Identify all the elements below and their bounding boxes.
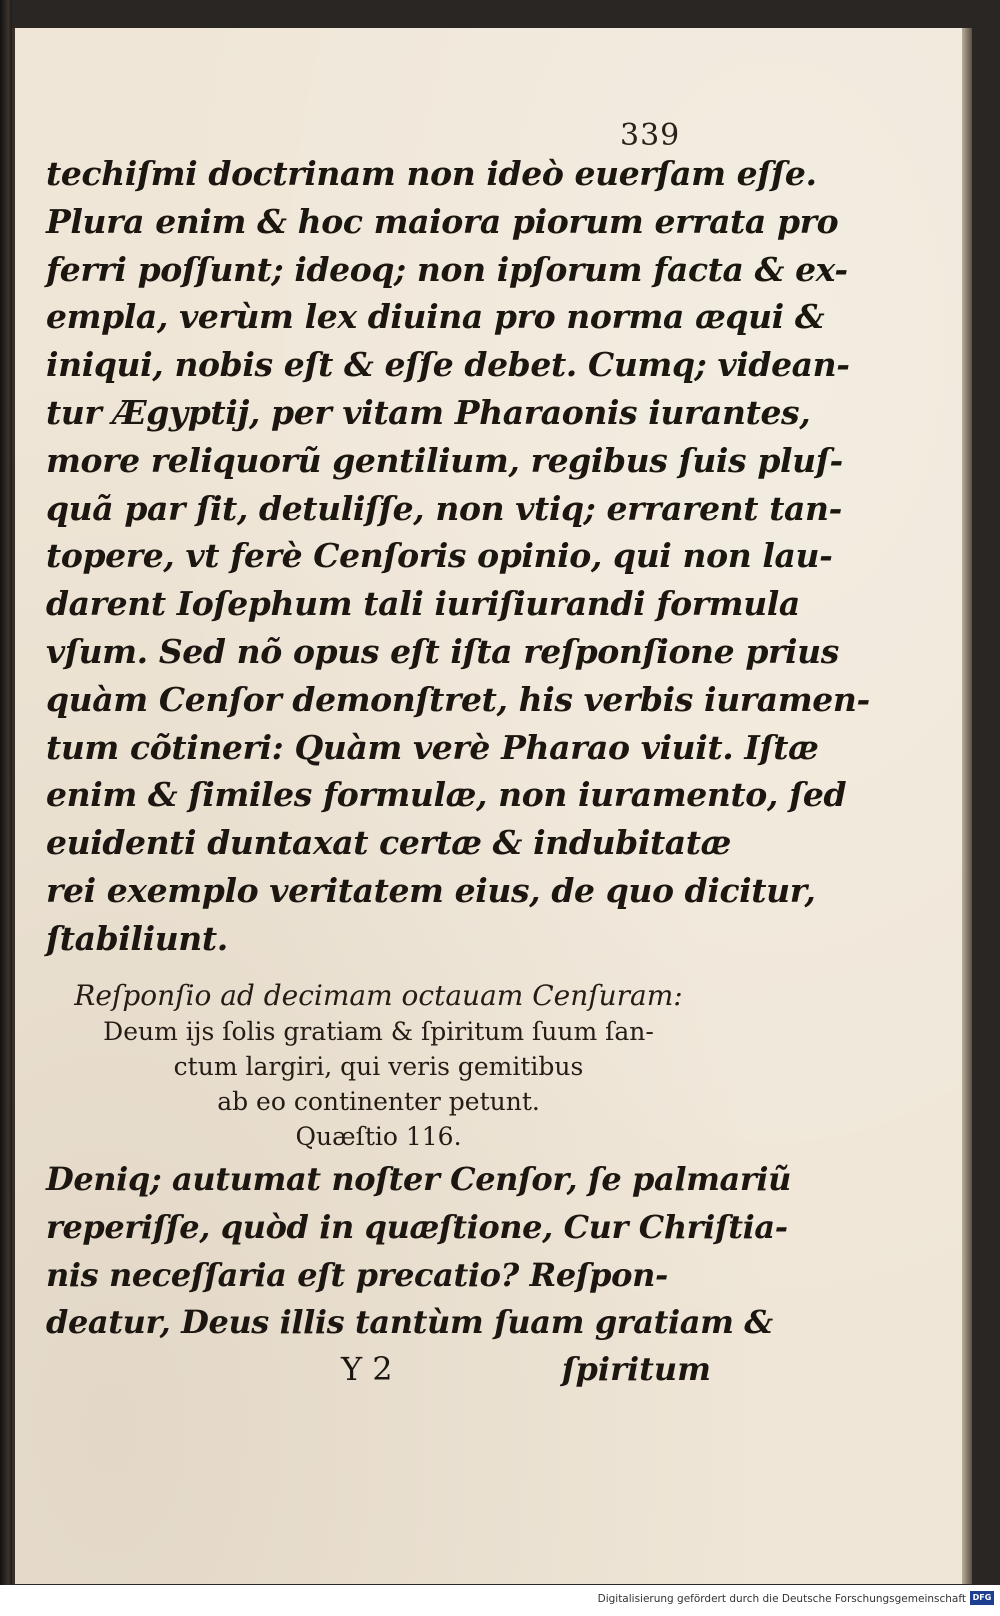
page-edge <box>962 28 972 1584</box>
digitization-credit: Digitalisierung gefördert durch die Deutsche Forschungsgemeinschaft <box>597 1593 966 1605</box>
signature-mark: Y 2 <box>341 1350 393 1388</box>
page-number: 339 <box>620 118 681 153</box>
page-footer <box>46 1350 711 1400</box>
text-line: euidenti duntaxat certæ & indubitatæ <box>46 823 731 863</box>
section-subtitle-line: Deum ijs ſolis gratiam & ſpiritum ſuum ſan- <box>103 1017 654 1046</box>
main-text-block <box>46 150 870 963</box>
text-line: ſtabiliunt. <box>46 918 228 958</box>
book-binding <box>0 0 12 1585</box>
dfg-logo-icon: DFG <box>970 1591 994 1605</box>
text-line: enim & ſimiles formulæ, non iuramento, ſed <box>46 775 847 815</box>
text-line: Deniq; autumat noſter Cenſor, ſe palmariũ <box>46 1160 791 1198</box>
text-line: empla, verùm lex diuina pro norma æqui & <box>46 297 825 337</box>
text-line: rei exemplo veritatem eius, de quo dicitur, <box>46 870 816 910</box>
credit-bar <box>0 1585 1000 1616</box>
text-line: vſum. Sed nõ opus eſt iſta reſponſione prius <box>46 631 839 671</box>
text-line: iniqui, nobis eſt & eſſe debet. Cumq; videan- <box>46 345 850 385</box>
section-subtitle-line: ab eo continenter petunt. <box>217 1087 540 1116</box>
section-heading <box>46 978 711 1154</box>
text-line: tur Ægyptij, per vitam Pharaonis iurantes, <box>46 392 811 432</box>
text-line: tum cõtineri: Quàm verè Pharao viuit. Iſtæ <box>46 727 819 767</box>
text-line: Plura enim & hoc maiora piorum errata pro <box>46 201 839 241</box>
second-text-block <box>46 1155 791 1346</box>
text-line: darent Ioſephum tali iuriſiurandi formula <box>46 584 800 624</box>
text-line: more reliquorũ gentilium, regibus ſuis pluſ- <box>46 440 843 480</box>
text-line: ferri poſſunt; ideoq; non ipſorum facta & ex- <box>46 249 848 289</box>
text-line: quàm Cenſor demonſtret, his verbis iuramen- <box>46 679 870 719</box>
text-line: techiſmi doctrinam non ideò euerſam eſſe. <box>46 154 817 193</box>
text-line: quã par ſit, detuliſſe, non vtiq; errarent tan- <box>46 488 842 528</box>
catchword: ſpiritum <box>561 1350 711 1388</box>
text-line: topere, vt ferè Cenſoris opinio, qui non lau- <box>46 536 833 576</box>
section-title: Reſponſio ad decimam octauam Cenſuram: <box>74 979 683 1012</box>
text-line: deatur, Deus illis tantùm ſuam gratiam & <box>46 1303 773 1342</box>
question-number: Quæſtio 116. <box>295 1122 462 1151</box>
text-line: reperiſſe, quòd in quæſtione, Cur Chriſtia- <box>46 1207 788 1246</box>
text-line: nis neceſſaria eſt precatio? Reſpon- <box>46 1255 668 1294</box>
section-subtitle-line: ctum largiri, qui veris gemitibus <box>173 1052 584 1081</box>
